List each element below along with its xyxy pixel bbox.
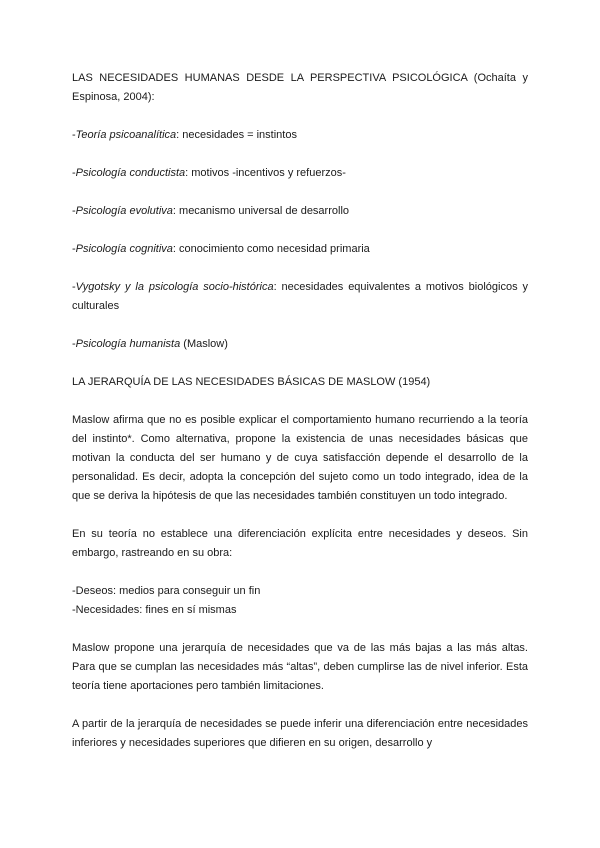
perspective-name: Psicología conductista <box>75 167 186 179</box>
perspective-item <box>72 126 528 145</box>
paragraph: En su teoría no establece una diferenciación explícita entre necesidades y deseos. Sin embargo, rastreando en su obra: <box>72 528 528 559</box>
document-page <box>72 69 528 772</box>
perspective-name: Psicología evolutiva <box>75 205 173 217</box>
item-prefix: - <box>72 129 76 141</box>
perspective-item <box>72 202 528 221</box>
perspective-item <box>72 164 528 183</box>
perspective-name: Psicología cognitiva <box>75 243 173 255</box>
perspective-name: Psicología humanista <box>75 338 181 350</box>
list-item: -Deseos: medios para conseguir un fin <box>72 585 261 597</box>
perspective-item <box>72 335 528 354</box>
perspective-name: Teoría psicoanalítica <box>75 129 177 141</box>
paragraph: Maslow propone una jerarquía de necesidades que va de las más bajas a las más altas. Para que se cumplan las necesidades más “altas”, deben cumplirse las de nivel inferior. Esta teoría tiene aportaciones pero también limitaciones. <box>72 642 528 692</box>
perspective-text: conocimiento como necesidad primaria <box>179 243 370 255</box>
perspective-text: motivos -incentivos y refuerzos- <box>191 167 346 179</box>
item-sep: : <box>172 205 180 217</box>
perspective-item <box>72 240 528 259</box>
paragraph: Maslow afirma que no es posible explicar el comportamiento humano recurriendo a la teoría del instinto*. Como alternativa, propone la existencia de unas necesidades básicas que motivan la conducta del ser humano y de cuya satisfacción depende el desarrollo de la personalidad. Es decir, adopta la concepción del sujeto como un todo integrado, idea de la que se deriva la hipótesis de que las necesidades también constituyen un todo integrado. <box>72 414 528 502</box>
paragraph: A partir de la jerarquía de necesidades se puede inferir una diferenciación entre necesidades inferiores y necesidades superiores que difieren en su origen, desarrollo y <box>72 718 528 749</box>
item-prefix: - <box>72 281 76 293</box>
perspective-item <box>72 278 528 316</box>
perspective-text: necesidades equivalentes a motivos biológicos y culturales <box>72 281 528 312</box>
perspective-text: necesidades = instintos <box>182 129 297 141</box>
list-item: -Necesidades: fines en sí mismas <box>72 604 237 616</box>
item-prefix: - <box>72 167 76 179</box>
section-heading: LA JERARQUÍA DE LAS NECESIDADES BÁSICAS DE MASLOW (1954) <box>72 376 431 388</box>
item-prefix: - <box>72 205 76 217</box>
document-title: LAS NECESIDADES HUMANAS DESDE LA PERSPECTIVA PSICOLÓGICA (Ochaíta y Espinosa, 2004): <box>72 72 528 103</box>
item-sep: : <box>176 129 183 141</box>
perspective-text: mecanismo universal de desarrollo <box>179 205 349 217</box>
perspective-text: (Maslow) <box>183 338 228 350</box>
item-prefix: - <box>72 338 76 350</box>
item-sep: : <box>172 243 180 255</box>
item-prefix: - <box>72 243 76 255</box>
perspective-name: Vygotsky y la psicología socio-histórica <box>75 281 274 293</box>
item-sep: : <box>273 281 282 293</box>
item-sep: : <box>185 167 192 179</box>
